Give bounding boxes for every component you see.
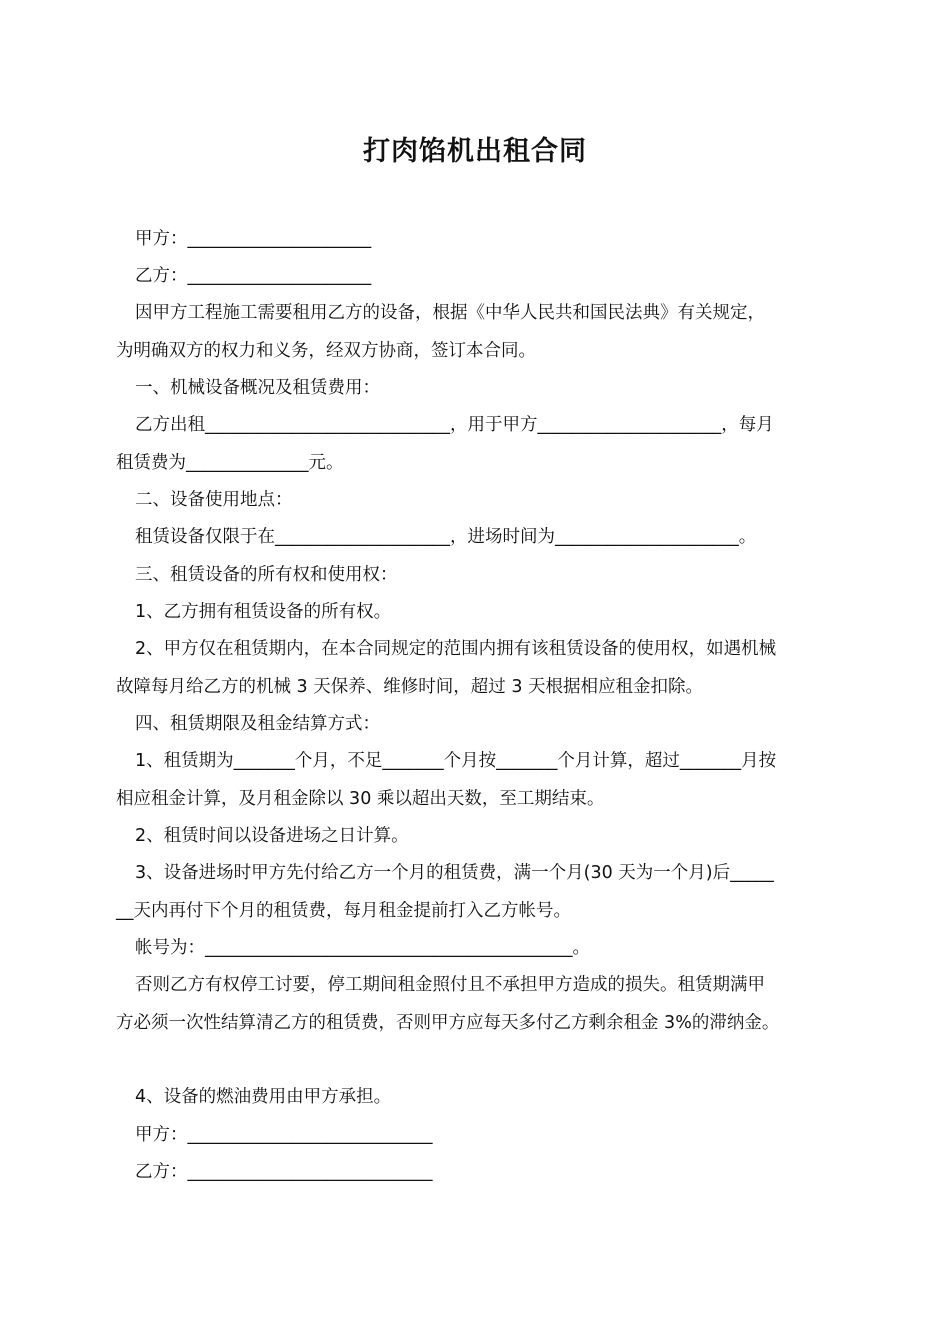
intro-paragraph-line-1: 因甲方工程施工需要租用乙方的设备，根据《中华人民共和国民法典》有关规定， [135, 303, 765, 323]
section-1-line-2: 租赁费为______________元。 [116, 453, 344, 473]
section-3-item-1: 1、乙方拥有租赁设备的所有权。 [135, 602, 392, 622]
section-4-item-1-line-2: 相应租金计算，及月租金除以 30 乘以超出天数，至工期结束。 [116, 789, 605, 809]
section-1-line-1: 乙方出租____________________________，用于甲方_____________________，每月 [135, 415, 774, 435]
section-4-item-2: 2、租赁时间以设备进场之日计算。 [135, 826, 409, 846]
document-title: 打肉馅机出租合同 [363, 136, 587, 167]
section-4-item-1-line-1: 1、租赁期为_______个月，不足_______个月按_______个月计算，超过_______月按 [135, 751, 777, 771]
signature-party-b: 乙方：____________________________ [135, 1162, 433, 1182]
section-1-heading: 一、机械设备概况及租赁费用： [135, 378, 380, 398]
section-4-heading: 四、租赁期限及租金结算方式： [135, 714, 380, 734]
section-3-item-2-line-2: 故障每月给乙方的机械 3 天保养、维修时间，超过 3 天根据相应租金扣除。 [116, 677, 704, 697]
section-4-item-4: 4、设备的燃油费用由甲方承担。 [135, 1087, 392, 1107]
section-2-line: 租赁设备仅限于在____________________，进场时间为_____________________。 [135, 527, 757, 547]
section-4-item-3-line-2: __天内再付下个月的租赁费，每月租金提前打入乙方帐号。 [116, 901, 571, 921]
section-3-item-2-line-1: 2、甲方仅在租赁期内，在本合同规定的范围内拥有该租赁设备的使用权，如遇机械 [135, 639, 777, 659]
section-3-heading: 三、租赁设备的所有权和使用权： [135, 565, 398, 585]
party-b-line: 乙方：_____________________ [135, 266, 372, 286]
penalty-paragraph-line-1: 否则乙方有权停工讨要，停工期间租金照付且不承担甲方造成的损失。租赁期满甲 [135, 975, 765, 995]
signature-party-a: 甲方：____________________________ [135, 1125, 433, 1145]
account-number-line: 帐号为：__________________________________________。 [135, 938, 590, 958]
penalty-paragraph-line-2: 方必须一次性结算清乙方的租赁费，否则甲方应每天多付乙方剩余租金 3%的滞纳金。 [116, 1013, 780, 1033]
party-a-line: 甲方：_____________________ [135, 229, 372, 249]
section-4-item-3-line-1: 3、设备进场时甲方先付给乙方一个月的租赁费，满一个月(30 天为一个月)后_____ [135, 863, 774, 883]
intro-paragraph-line-2: 为明确双方的权力和义务，经双方协商，签订本合同。 [116, 341, 536, 361]
section-2-heading: 二、设备使用地点： [135, 490, 293, 510]
